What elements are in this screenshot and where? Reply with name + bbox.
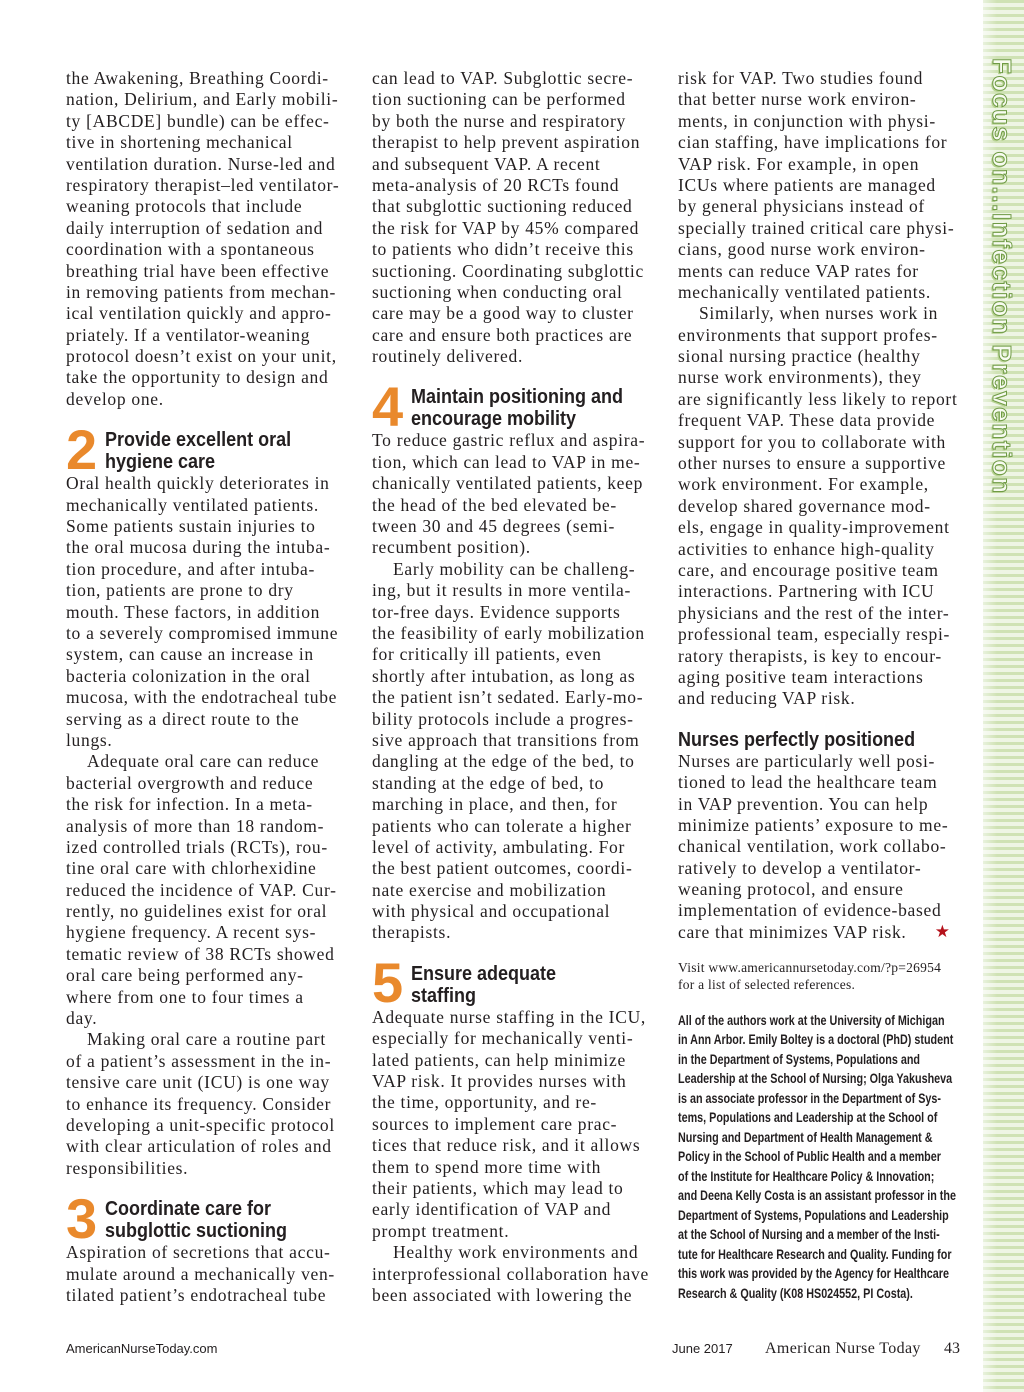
text-line: risk for VAP. Two studies found xyxy=(678,68,924,88)
text-line: in VAP prevention. You can help xyxy=(678,793,929,814)
text-line: Some patients sustain injuries to xyxy=(66,516,316,537)
text-line: work environment. For example, xyxy=(678,474,929,495)
text-line: mechanically ventilated patients. xyxy=(678,281,931,302)
text-line: interprofessional collaboration have xyxy=(372,1263,649,1284)
text-line: bacterial overgrowth and reduce xyxy=(66,772,314,793)
footer-website: AmericanNurseToday.com xyxy=(66,1341,218,1356)
text-line: by general physicians instead of xyxy=(678,196,925,217)
text-line: developing a unit-specific protocol xyxy=(66,1114,335,1135)
text-column-3 xyxy=(678,68,958,1303)
text-line: ized controlled trials (RCTs), rou- xyxy=(66,836,328,857)
text-line: Nurses are particularly well posi- xyxy=(678,750,936,771)
text-line: VAP risk. It provides nurses with xyxy=(372,1071,627,1092)
body-paragraph xyxy=(678,68,958,303)
text-line: chanical ventilation, work collabo- xyxy=(678,836,947,857)
text-line: to patients who didn’t receive this xyxy=(372,239,634,260)
section-number: 5 xyxy=(372,951,404,1015)
text-line: the Awakening, Breathing Coordi- xyxy=(66,68,329,88)
text-line: respiratory therapist–led ventilator- xyxy=(66,174,340,195)
text-line: them to spend more time with xyxy=(372,1156,602,1177)
text-line: to a severely compromised immune xyxy=(66,622,339,643)
text-line: routinely delivered. xyxy=(372,346,524,367)
text-line: Adequate nurse staffing in the ICU, xyxy=(372,1006,646,1027)
text-line: meta-analysis of 20 RCTs found xyxy=(372,174,620,195)
text-line: prompt treatment. xyxy=(372,1220,510,1241)
text-line: care that minimizes VAP risk. xyxy=(678,921,907,942)
bio-line: is an associate professor in the Department of Sys- xyxy=(678,1089,941,1106)
footer-page-number: 43 xyxy=(944,1340,960,1357)
text-line: nurse work environments), they xyxy=(678,367,922,388)
text-line: daily interruption of sedation and xyxy=(66,217,324,238)
text-line: minimize patients’ exposure to me- xyxy=(678,814,949,835)
text-line: that subglottic suctioning reduced xyxy=(372,196,633,217)
text-line: to enhance its frequency. Consider xyxy=(66,1093,332,1114)
text-line: lungs. xyxy=(66,729,113,750)
text-line: hygiene frequency. A recent sys- xyxy=(66,922,317,943)
section-heading xyxy=(678,729,958,751)
text-line: analysis of more than 18 random- xyxy=(66,815,325,836)
text-line: cian staffing, have implications for xyxy=(678,132,948,153)
body-paragraph xyxy=(372,430,652,558)
text-line: the feasibility of early mobilization xyxy=(372,622,645,643)
bio-line: tute for Healthcare Research and Quality. Funding for xyxy=(678,1245,952,1262)
text-line: mulate around a mechanically ven- xyxy=(66,1263,335,1284)
text-line: therapists. xyxy=(372,922,452,943)
text-line: care may be a good way to cluster xyxy=(372,303,634,324)
bio-line: this work was provided by the Agency for Healthcare xyxy=(678,1265,949,1282)
text-line: early identification of VAP and xyxy=(372,1199,612,1220)
text-line: ventilation duration. Nurse-led and xyxy=(66,153,336,174)
text-line: dangling at the edge of the bed, to xyxy=(372,751,635,772)
text-line: and reducing VAP risk. xyxy=(678,688,856,709)
bio-line: Policy in the School of Public Health and a member xyxy=(678,1148,941,1165)
section-number: 3 xyxy=(66,1186,98,1250)
body-paragraph xyxy=(66,68,346,410)
heading-line: subglottic suctioning xyxy=(105,1220,287,1243)
text-line: day. xyxy=(66,1008,98,1029)
text-line: ing, but it results in more ventila- xyxy=(372,580,631,601)
heading-line: encourage mobility xyxy=(411,408,577,431)
bio-line: of the Institute for Healthcare Policy & Innovation; xyxy=(678,1167,935,1184)
section-heading xyxy=(372,951,652,1015)
text-line: the oral mucosa during the intuba- xyxy=(66,537,331,558)
text-line: weaning protocols that include xyxy=(66,196,303,217)
text-line: suctioning. Coordinating subglottic xyxy=(372,260,644,281)
text-line: the best patient outcomes, coordi- xyxy=(372,858,633,879)
text-line: take the opportunity to design and xyxy=(66,367,329,388)
text-line: nate exercise and mobilization xyxy=(372,879,607,900)
text-line: specially trained critical care physi- xyxy=(678,217,955,238)
text-line: with physical and occupational xyxy=(372,901,611,922)
section-heading xyxy=(66,417,346,481)
text-line: marching in place, and then, for xyxy=(372,794,618,815)
text-line: therapist to help prevent aspiration xyxy=(372,132,641,153)
text-line: Oral health quickly deteriorates in xyxy=(66,473,330,494)
body-paragraph xyxy=(372,559,652,944)
footer-magazine-name: American Nurse Today xyxy=(765,1340,921,1357)
bio-line: tems, Populations and Leadership at the School of xyxy=(678,1109,938,1126)
end-mark-star-icon xyxy=(935,922,950,943)
text-line: mechanically ventilated patients. xyxy=(66,494,319,515)
text-line: tices that reduce risk, and it allows xyxy=(372,1135,641,1156)
text-line: suctioning when conducting oral xyxy=(372,281,623,302)
text-line: tion, which can lead to VAP in me- xyxy=(372,451,641,472)
text-line: standing at the edge of bed, to xyxy=(372,772,605,793)
text-line: are significantly less likely to report xyxy=(678,388,958,409)
text-line: patients who can tolerate a higher xyxy=(372,815,632,836)
bio-line: All of the authors work at the University of Michigan xyxy=(678,1011,945,1028)
text-line: level of activity, ambulating. For xyxy=(372,836,626,857)
text-column-1 xyxy=(66,68,346,1306)
text-line: ical ventilation quickly and appro- xyxy=(66,303,332,324)
text-line: tween 30 and 45 degrees (semi- xyxy=(372,516,616,537)
text-line: system, can cause an increase in xyxy=(66,644,314,665)
text-line: weaning protocol, and ensure xyxy=(678,879,904,900)
section-heading xyxy=(372,374,652,438)
body-paragraph xyxy=(66,1242,346,1306)
heading-line: Ensure adequate xyxy=(411,962,557,985)
heading-line: Coordinate care for xyxy=(105,1198,272,1221)
text-line: tive in shortening mechanical xyxy=(66,132,293,153)
text-line: ratively to develop a ventilator- xyxy=(678,857,922,878)
text-line: other nurses to ensure a supportive xyxy=(678,453,946,474)
text-line: sources to implement care prac- xyxy=(372,1113,618,1134)
text-line: can lead to VAP. Subglottic secre- xyxy=(372,68,634,88)
body-paragraph xyxy=(372,1007,652,1242)
text-line: lated patients, can help minimize xyxy=(372,1049,626,1070)
text-line: Healthy work environments and xyxy=(393,1242,639,1263)
text-line: been associated with lowering the xyxy=(372,1284,633,1305)
text-line: mouth. These factors, in addition xyxy=(66,601,321,622)
bio-line: at the School of Nursing and a member of the Insti- xyxy=(678,1226,940,1243)
text-line: that better nurse work environ- xyxy=(678,89,917,110)
text-line: especially for mechanically venti- xyxy=(372,1028,634,1049)
bio-line: in the Department of Systems, Populations and xyxy=(678,1050,920,1067)
text-line: environments that support profes- xyxy=(678,324,938,345)
bio-line: and Deena Kelly Costa is an assistant professor in the xyxy=(678,1187,956,1204)
text-line: tor-free days. Evidence supports xyxy=(372,601,621,622)
text-line: oral care being performed any- xyxy=(66,965,304,986)
text-line: bacteria colonization in the oral xyxy=(66,665,311,686)
body-paragraph xyxy=(372,1242,652,1306)
text-line: bility protocols include a progres- xyxy=(372,708,634,729)
heading-line: Nurses perfectly positioned xyxy=(678,728,916,751)
text-line: ments, in conjunction with physi- xyxy=(678,110,936,131)
text-line: where from one to four times a xyxy=(66,986,304,1007)
body-paragraph xyxy=(66,473,346,751)
text-line: Adequate oral care can reduce xyxy=(87,751,320,772)
text-line: ratory therapists, is key to encour- xyxy=(678,645,942,666)
text-line: physicians and the rest of the inter- xyxy=(678,602,950,623)
text-line: shortly after intubation, as long as xyxy=(372,665,636,686)
text-line: interactions. Partnering with ICU xyxy=(678,581,935,602)
text-line: care, and encourage positive team xyxy=(678,559,939,580)
text-line: care and ensure both practices are xyxy=(372,324,633,345)
heading-line: hygiene care xyxy=(105,451,216,474)
text-line: in removing patients from mechan- xyxy=(66,281,336,302)
bio-line: Research & Quality (K08 HS024552, PI Costa). xyxy=(678,1284,913,1301)
text-line: tensive care unit (ICU) is one way xyxy=(66,1072,330,1093)
text-line: cians, good nurse work environ- xyxy=(678,239,926,260)
text-line: develop shared governance mod- xyxy=(678,495,931,516)
text-line: breathing trial have been effective xyxy=(66,260,330,281)
section-heading xyxy=(66,1186,346,1250)
text-line: by both the nurse and respiratory xyxy=(372,110,626,131)
text-line: priately. If a ventilator-weaning xyxy=(66,324,311,345)
bio-line: in Ann Arbor. Emily Boltey is a doctoral (PhD) student xyxy=(678,1031,954,1048)
author-bio xyxy=(678,1011,958,1304)
section-sidebar xyxy=(983,0,1024,1392)
text-line: sional nursing practice (healthy xyxy=(678,346,921,367)
body-paragraph xyxy=(678,751,958,944)
text-line: coordination with a spontaneous xyxy=(66,239,315,260)
text-line: the head of the bed elevated be- xyxy=(372,494,617,515)
text-column-2 xyxy=(372,68,652,1306)
section-sidebar-title: Focus on...Infection Prevention xyxy=(987,58,1017,495)
text-line: To reduce gastric reflux and aspira- xyxy=(372,430,646,451)
text-line: their patients, which may lead to xyxy=(372,1177,624,1198)
text-line: recumbent position). xyxy=(372,537,531,558)
text-line: ty [ABCDE] bundle) can be effec- xyxy=(66,110,330,131)
bio-line: Leadership at the School of Nursing; Olga Yakusheva xyxy=(678,1070,953,1087)
text-line: develop one. xyxy=(66,388,164,409)
body-paragraph xyxy=(372,68,652,367)
text-line: implementation of evidence-based xyxy=(678,900,942,921)
text-line: activities to enhance high-quality xyxy=(678,538,935,559)
text-line: tilated patient’s endotracheal tube xyxy=(66,1284,327,1305)
text-line: ments can reduce VAP rates for xyxy=(678,260,919,281)
text-line: tion, patients are prone to dry xyxy=(66,580,294,601)
text-line: the risk for VAP by 45% compared xyxy=(372,217,640,238)
reference-line: Visit www.americannursetoday.com/?p=26954 xyxy=(678,960,942,976)
text-line: serving as a direct route to the xyxy=(66,708,300,729)
text-line: the patient isn’t sedated. Early-mo- xyxy=(372,687,644,708)
text-line: of a patient’s assessment in the in- xyxy=(66,1050,332,1071)
body-paragraph xyxy=(678,303,958,709)
text-line: aging positive team interactions xyxy=(678,666,924,687)
text-line: mucosa, with the endotracheal tube xyxy=(66,687,338,708)
text-line: chanically ventilated patients, keep xyxy=(372,473,644,494)
heading-line: staffing xyxy=(411,984,476,1007)
footer-issue-date: June 2017 xyxy=(672,1341,733,1356)
text-line: tioned to lead the healthcare team xyxy=(678,772,938,793)
text-line: els, engage in quality-improvement xyxy=(678,517,950,538)
text-line: ICUs where patients are managed xyxy=(678,174,936,195)
text-line: support for you to collaborate with xyxy=(678,431,946,452)
text-line: professional team, especially respi- xyxy=(678,624,951,645)
body-paragraph xyxy=(66,751,346,1029)
text-line: and subsequent VAP. A recent xyxy=(372,153,601,174)
text-line: tion procedure, and after intuba- xyxy=(66,558,316,579)
text-line: Similarly, when nurses work in xyxy=(699,303,939,324)
reference-line: for a list of selected references. xyxy=(678,977,856,993)
heading-line: Maintain positioning and xyxy=(411,386,623,409)
text-line: tine oral care with chlorhexidine xyxy=(66,858,317,879)
text-line: frequent VAP. These data provide xyxy=(678,410,936,431)
heading-line: Provide excellent oral xyxy=(105,429,292,452)
text-line: responsibilities. xyxy=(66,1157,189,1178)
text-line: sive approach that transitions from xyxy=(372,729,640,750)
text-line: Early mobility can be challeng- xyxy=(393,558,636,579)
section-number: 4 xyxy=(372,374,404,438)
text-line: for critically ill patients, even xyxy=(372,644,602,665)
text-line: tematic review of 38 RCTs showed xyxy=(66,943,335,964)
body-paragraph xyxy=(66,1029,346,1179)
text-line: VAP risk. For example, in open xyxy=(678,153,920,174)
text-line: rently, no guidelines exist for oral xyxy=(66,901,328,922)
text-line: nation, Delirium, and Early mobili- xyxy=(66,89,339,110)
bio-line: Department of Systems, Populations and Leadership xyxy=(678,1206,949,1223)
bio-line: Nursing and Department of Health Management & xyxy=(678,1128,933,1145)
text-line: Aspiration of secretions that accu- xyxy=(66,1242,331,1263)
text-line: protocol doesn’t exist on your unit, xyxy=(66,346,337,367)
section-number: 2 xyxy=(66,417,98,481)
text-line: tion suctioning can be performed xyxy=(372,89,626,110)
text-line: reduced the incidence of VAP. Cur- xyxy=(66,879,337,900)
text-line: with clear articulation of roles and xyxy=(66,1136,332,1157)
text-line: the time, opportunity, and re- xyxy=(372,1092,597,1113)
text-line: the risk for infection. In a meta- xyxy=(66,794,313,815)
text-line: Making oral care a routine part xyxy=(87,1029,326,1050)
references-note xyxy=(678,959,958,993)
